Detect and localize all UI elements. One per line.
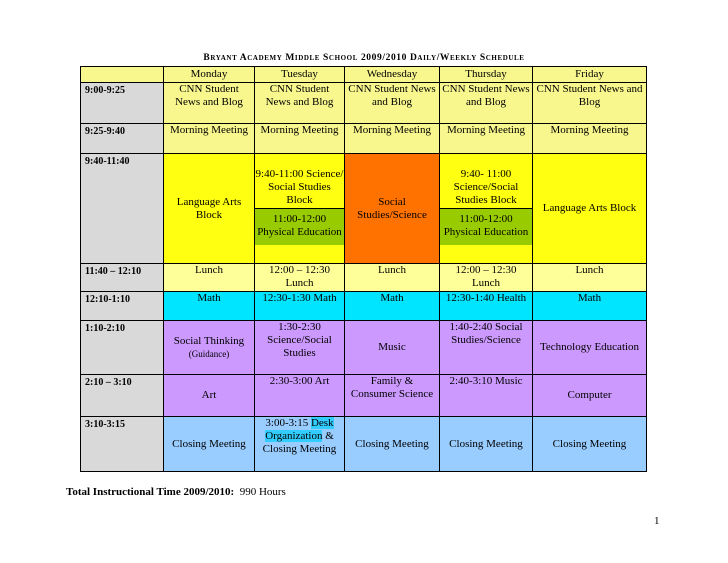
schedule-cell-subtext: (Guidance) — [188, 348, 230, 359]
schedule-cell: Closing Meeting — [345, 417, 440, 472]
table-row — [81, 375, 647, 417]
schedule-cell: Music — [345, 321, 440, 375]
schedule-cell: Morning Meeting — [345, 124, 440, 154]
table-row — [81, 124, 647, 154]
schedule-cell: Math — [345, 292, 440, 321]
schedule-cell: 12:00 – 12:30 Lunch — [440, 264, 533, 292]
time-cell: 2:10 – 3:10 — [81, 375, 164, 417]
schedule-cell: Morning Meeting — [440, 124, 533, 154]
schedule-cell-split — [255, 154, 345, 264]
schedule-table — [80, 66, 647, 472]
schedule-cell: Social Studies/Science — [345, 154, 440, 264]
schedule-cell: Closing Meeting — [440, 417, 533, 472]
schedule-cell: CNN Student News and Blog — [255, 83, 345, 124]
schedule-cell: Art — [164, 375, 255, 417]
schedule-cell: Lunch — [533, 264, 647, 292]
schedule-cell: CNN Student News and Blog — [440, 83, 533, 124]
schedule-cell: Language Arts Block — [533, 154, 647, 264]
schedule-cell — [164, 321, 255, 375]
time-cell: 3:10-3:15 — [81, 417, 164, 472]
table-row — [81, 83, 647, 124]
schedule-cell-part: 11:00-12:00 Physical Education — [255, 208, 344, 245]
schedule-cell: Computer — [533, 375, 647, 417]
highlighted-text: Desk Organization — [265, 417, 334, 442]
schedule-cell-split — [440, 154, 533, 264]
time-cell: 1:10-2:10 — [81, 321, 164, 375]
schedule-cell-part: 9:40- 11:00 Science/Social Studies Block — [453, 168, 519, 206]
schedule-cell — [255, 417, 345, 472]
schedule-cell: CNN Student News and Blog — [164, 83, 255, 124]
table-row — [81, 417, 647, 472]
table-row — [81, 292, 647, 321]
schedule-cell: Closing Meeting — [164, 417, 255, 472]
schedule-cell: 1:30-2:30 Science/Social Studies — [255, 321, 345, 375]
schedule-cell: Morning Meeting — [255, 124, 345, 154]
schedule-cell: 1:40-2:40 Social Studies/Science — [440, 321, 533, 375]
schedule-cell: Family & Consumer Science — [345, 375, 440, 417]
schedule-cell: Technology Education — [533, 321, 647, 375]
schedule-cell-text: & Closing Meeting — [262, 430, 337, 455]
time-cell: 11:40 – 12:10 — [81, 264, 164, 292]
schedule-cell: CNN Student News and Blog — [533, 83, 647, 124]
instructional-time-footer — [66, 486, 286, 498]
table-row — [81, 321, 647, 375]
table-row — [81, 264, 647, 292]
time-cell: 9:25-9:40 — [81, 124, 164, 154]
header-row — [81, 67, 647, 83]
time-cell: 12:10-1:10 — [81, 292, 164, 321]
day-header-tuesday: Tuesday — [255, 67, 345, 83]
schedule-cell: Language Arts Block — [164, 154, 255, 264]
day-header-wednesday: Wednesday — [345, 67, 440, 83]
schedule-cell: Morning Meeting — [533, 124, 647, 154]
time-cell: 9:40-11:40 — [81, 154, 164, 264]
schedule-cell: Lunch — [345, 264, 440, 292]
footer-label: Total Instructional Time 2009/2010: — [66, 486, 235, 498]
schedule-cell: 2:30-3:00 Art — [255, 375, 345, 417]
day-header-friday: Friday — [533, 67, 647, 83]
table-row — [81, 154, 647, 264]
footer-value: 990 Hours — [239, 486, 286, 498]
schedule-cell: 12:00 – 12:30 Lunch — [255, 264, 345, 292]
day-header-thursday: Thursday — [440, 67, 533, 83]
schedule-cell-text: 3:00-3:15 — [265, 417, 311, 429]
schedule-cell-part: 9:40-11:00 Science/ Social Studies Block — [255, 168, 344, 206]
schedule-cell: Lunch — [164, 264, 255, 292]
page-number: 1 — [654, 515, 660, 527]
time-cell: 9:00-9:25 — [81, 83, 164, 124]
schedule-cell: 2:40-3:10 Music — [440, 375, 533, 417]
schedule-cell: 12:30-1:30 Math — [255, 292, 345, 321]
schedule-cell: Morning Meeting — [164, 124, 255, 154]
day-header-monday: Monday — [164, 67, 255, 83]
corner-cell — [81, 67, 164, 83]
schedule-cell-part: 11:00-12:00 Physical Education — [440, 208, 532, 245]
schedule-cell-text: Social Thinking — [173, 334, 245, 347]
schedule-title: Bryant Academy Middle School 2009/2010 Daily/Weekly Schedule — [203, 53, 525, 63]
schedule-cell: CNN Student News and Blog — [345, 83, 440, 124]
schedule-cell: 12:30-1:40 Health — [440, 292, 533, 321]
schedule-cell: Math — [533, 292, 647, 321]
schedule-cell: Math — [164, 292, 255, 321]
schedule-cell: Closing Meeting — [533, 417, 647, 472]
